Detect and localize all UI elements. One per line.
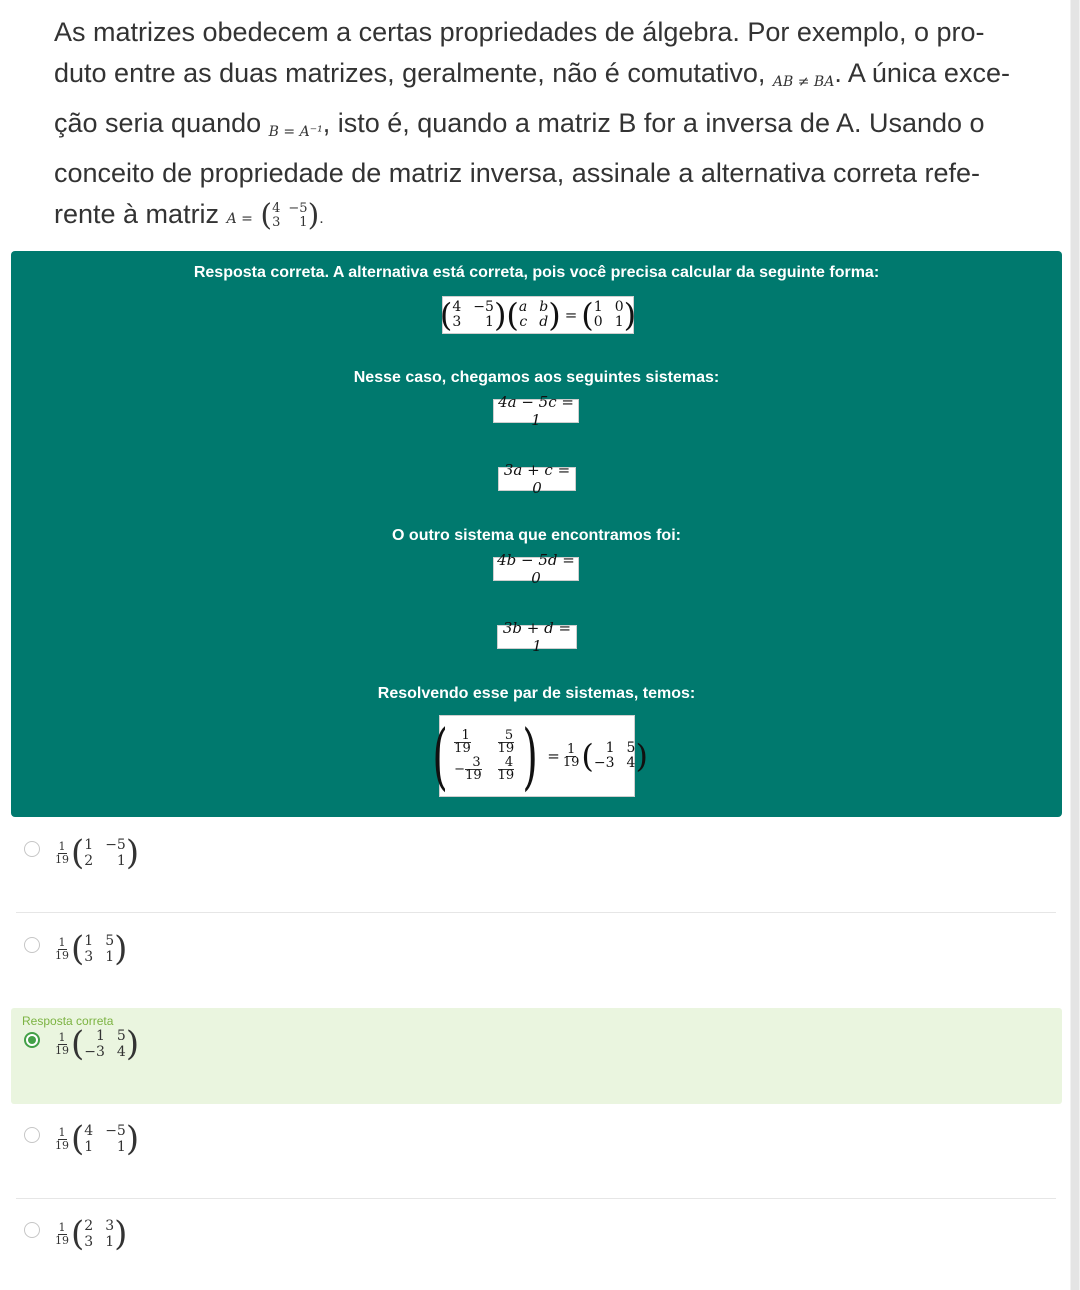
matrix-m2: ( a b c d )	[506, 296, 561, 334]
answer-option-4[interactable]	[11, 1121, 1062, 1181]
equation-4: 3b + d = 1	[497, 625, 577, 649]
option-cell: 4	[116, 1044, 126, 1060]
frac-num: 1	[58, 839, 66, 853]
matrix-a-cell: 3	[272, 214, 281, 230]
frac-num: 3	[465, 757, 482, 770]
answer-option-5[interactable]	[11, 1216, 1062, 1276]
option-cell: 1	[95, 1028, 105, 1044]
frac-den: 19	[497, 741, 515, 756]
option-cell: 3	[105, 1218, 115, 1234]
option-math	[55, 833, 140, 873]
equation-3: 4b − 5d = 0	[493, 557, 579, 581]
option-cell: 1	[84, 933, 94, 949]
frac-den: 19	[562, 754, 580, 770]
question-text	[54, 12, 1034, 240]
m1-cell: 3	[452, 314, 462, 330]
option-cell: 1	[105, 1234, 115, 1250]
matrix-a: ( 4 −5 3 1 )	[260, 197, 320, 233]
result-cell: 4	[626, 755, 636, 771]
option-cell: 5	[105, 933, 115, 949]
frac-num: 1	[58, 1125, 66, 1139]
correct-answer-panel[interactable]	[11, 1008, 1062, 1104]
option-cell: 2	[84, 1218, 94, 1234]
matrix-a-cell: −5	[288, 200, 308, 216]
scrollbar-thumb[interactable]	[1071, 0, 1079, 1290]
question-line-5-text: rente à matriz	[54, 199, 220, 229]
option-cell: 3	[84, 1234, 94, 1250]
feedback-line-4: Resolvendo esse par de sistemas, temos:	[377, 685, 696, 702]
fraction-cell	[454, 757, 483, 782]
equation-2: 3a + c = 0	[498, 467, 576, 491]
m1-cell: 4	[452, 299, 462, 315]
scalar-fraction	[562, 741, 580, 770]
option-math	[55, 1024, 140, 1064]
inverse-math: B = A⁻¹	[268, 124, 323, 140]
question-line-4: conceito de propriedade de matriz inversa, assinale a alternativa correta refe-	[54, 158, 980, 188]
m3-cell: 0	[593, 314, 603, 330]
m2-cell: d	[539, 314, 549, 330]
option-math	[55, 1214, 128, 1254]
option-cell: 1	[84, 1139, 94, 1155]
matrix-a-cell: 1	[299, 214, 308, 230]
frac-num: 1	[566, 741, 576, 757]
option-matrix: ( 4 −5 1 1 )	[71, 1119, 140, 1159]
frac-sign: −	[454, 762, 466, 777]
m2-cell: b	[539, 299, 549, 315]
radio-button[interactable]	[24, 1127, 40, 1143]
matrix-product-equation	[439, 296, 637, 334]
option-cell: 5	[116, 1028, 126, 1044]
question-line-2-end: . A única exce-	[834, 58, 1010, 88]
frac-den: 19	[55, 948, 69, 962]
option-fraction	[55, 937, 69, 962]
feedback-line-3: O outro sistema que encontramos foi:	[392, 527, 681, 544]
matrix-m1: ( 4 −5 3 1 )	[439, 296, 507, 334]
question-line-3	[54, 103, 1034, 153]
option-fraction	[55, 1127, 69, 1152]
question-period: .	[319, 210, 324, 227]
m2-cell: a	[518, 299, 528, 315]
radio-button[interactable]	[24, 937, 40, 953]
frac-den: 19	[497, 768, 515, 783]
fraction-cell	[454, 730, 483, 755]
frac-den: 19	[465, 768, 482, 783]
option-fraction	[55, 841, 69, 866]
option-cell: 2	[84, 853, 94, 869]
option-matrix: ( 1 −5 2 1 )	[71, 833, 140, 873]
question-line-2-text: duto entre as duas matrizes, geralmente, não é comutativo,	[54, 58, 766, 88]
option-fraction	[55, 1222, 69, 1247]
equals-sign: =	[564, 306, 578, 324]
question-line-5	[54, 194, 1034, 240]
fraction-matrix: ( $\frac{1}{19}$ $\frac{5}{19}$ − $\frac{3}{19}$ $\frac{4}{19}$ )	[432, 714, 538, 798]
option-cell: 4	[84, 1123, 94, 1139]
option-cell: −3	[84, 1044, 105, 1060]
feedback-title: Resposta correta. A alternativa está correta, pois você precisa calcular da seguinte forma:	[193, 264, 880, 281]
m1-cell: 1	[485, 314, 494, 330]
question-line-2	[54, 53, 1034, 103]
frac-num: 1	[58, 1030, 66, 1044]
option-cell: 1	[84, 837, 94, 853]
m1-cell: −5	[473, 299, 494, 315]
answer-option-1[interactable]	[11, 832, 1062, 892]
question-line-1: As matrizes obedecem a certas propriedades de álgebra. Por exemplo, o pro-	[54, 17, 985, 47]
matrix-a-cell: 4	[272, 200, 281, 216]
frac-num: 5	[498, 730, 515, 743]
frac-den: 19	[55, 1233, 69, 1247]
frac-den: 19	[55, 1138, 69, 1152]
result-cell: 1	[605, 740, 615, 756]
feedback-panel	[11, 251, 1062, 817]
inequality-math: AB ≠ BA	[772, 74, 835, 90]
question-line-3-end: , isto é, quando a matriz B for a inversa de A. Usando o	[322, 108, 985, 138]
answer-option-2[interactable]	[11, 928, 1062, 988]
question-line-3-text: ção seria quando	[54, 108, 262, 138]
correct-answer-label: Resposta correta	[22, 1014, 114, 1028]
frac-den: 19	[55, 1043, 69, 1057]
identity-matrix: ( 1 0 0 1 )	[581, 296, 637, 334]
option-cell: 3	[84, 949, 94, 965]
frac-den: 19	[454, 741, 471, 756]
equation-1: 4a − 5c = 1	[493, 399, 579, 423]
option-math	[55, 1119, 140, 1159]
option-math	[55, 929, 128, 969]
frac-num: 1	[58, 1220, 66, 1234]
option-cell: −5	[105, 1123, 126, 1139]
result-cell: −3	[593, 755, 615, 771]
scrollbar-track[interactable]	[1070, 0, 1080, 1290]
fraction-cell	[498, 730, 517, 755]
radio-button[interactable]	[24, 841, 40, 857]
option-fraction	[55, 1032, 69, 1057]
option-cell: 1	[105, 949, 115, 965]
result-cell: 5	[626, 740, 636, 756]
equals-sign: =	[547, 747, 560, 765]
frac-den: 19	[55, 852, 69, 866]
option-cell: 1	[116, 1139, 126, 1155]
m3-cell: 1	[614, 314, 624, 330]
frac-num: 1	[454, 730, 471, 743]
option-matrix: ( 1 5 3 1 )	[71, 929, 128, 969]
option-matrix: ( 2 3 3 1 )	[71, 1214, 128, 1254]
result-equation	[432, 714, 648, 798]
option-cell: −5	[105, 837, 126, 853]
frac-num: 4	[498, 757, 515, 770]
option-cell: 1	[116, 853, 126, 869]
result-matrix: ( 1 5 −3 4 )	[581, 737, 648, 775]
feedback-line-2: Nesse caso, chegamos aos seguintes sistemas:	[353, 369, 720, 386]
frac-num: 1	[58, 935, 66, 949]
option-matrix: ( 1 5 −3 4 )	[71, 1024, 140, 1064]
matrix-a-label: A =	[226, 211, 253, 227]
radio-button[interactable]	[24, 1222, 40, 1238]
m3-cell: 1	[593, 299, 603, 315]
option-divider	[16, 1198, 1056, 1199]
m3-cell: 0	[614, 299, 624, 315]
option-divider	[16, 912, 1056, 913]
fraction-cell	[498, 757, 517, 782]
radio-button-selected[interactable]	[24, 1032, 40, 1048]
m2-cell: c	[519, 314, 528, 330]
